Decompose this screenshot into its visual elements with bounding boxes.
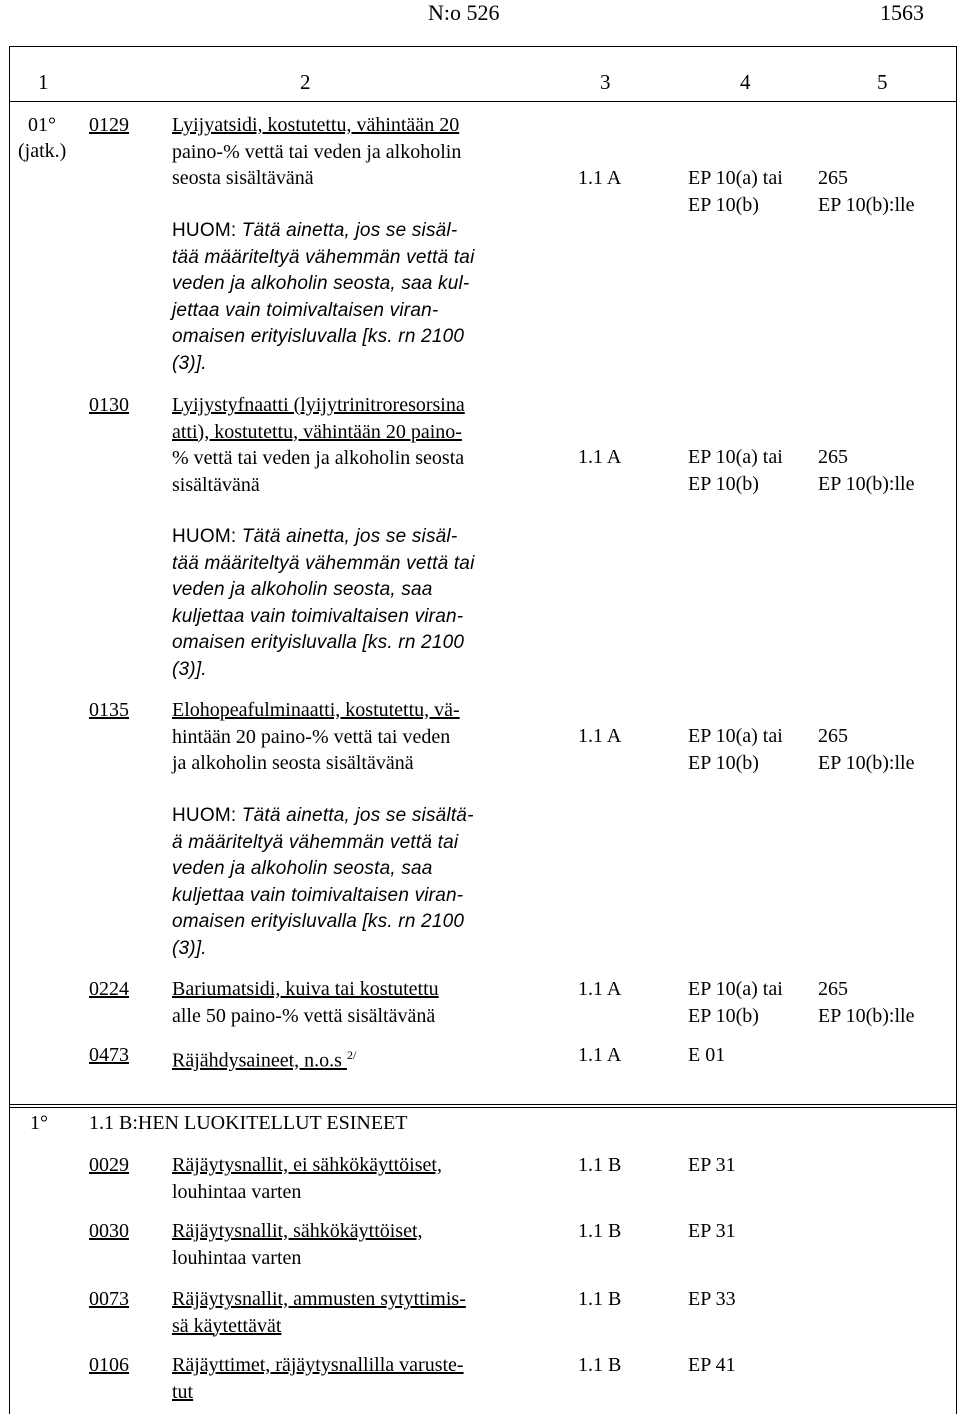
packing-method: E 01: [688, 1044, 726, 1066]
column-number-1: 1: [38, 70, 49, 94]
un-number: 0106: [89, 1354, 129, 1376]
classification-code: 1.1 A: [578, 446, 622, 468]
un-number: 0130: [89, 394, 129, 416]
column-number-3: 3: [600, 70, 611, 94]
special-provision: 265 EP 10(b):lle: [818, 725, 915, 774]
classification-code: 1.1 A: [578, 978, 622, 1000]
packing-method: EP 10(a) tai EP 10(b): [688, 446, 783, 495]
packing-method: EP 10(a) tai EP 10(b): [688, 167, 783, 216]
article-name: Räjäytysnallit, sähkökäyttöiset, louhintaa varten: [172, 1220, 423, 1269]
special-provision: 265 EP 10(b):lle: [818, 167, 915, 216]
column-number-4: 4: [740, 70, 751, 94]
packing-method: EP 41: [688, 1354, 736, 1376]
packing-method: EP 10(a) tai EP 10(b): [688, 978, 783, 1027]
un-number: 0473: [89, 1044, 129, 1066]
footnote-ref: 2/: [346, 1048, 357, 1062]
packing-method: EP 31: [688, 1220, 736, 1242]
classification-code: 1.1 A: [578, 1044, 622, 1066]
column-number-5: 5: [877, 70, 888, 94]
table-frame: [9, 46, 957, 1108]
classification-code: 1.1 B: [578, 1354, 622, 1376]
note-text: HUOM: Tätä ainetta, jos se sisäl- tää määriteltyä vähemmän vettä tai veden ja alkoholin seosta, saa kul- jettaa vain toimivaltaisen viran- omaisen erityisluvalla [ks. rn 2100 (3)].: [172, 220, 475, 374]
substance-name: Lyijystyfnaatti (lyijytrinitroresorsina atti), kostutettu, vähintään 20 paino- % vettä tai veden ja alkoholin seosta sisältävänä: [172, 394, 465, 496]
group-code: 1°: [30, 1112, 48, 1134]
column-number-2: 2: [300, 70, 311, 94]
packing-method: EP 31: [688, 1154, 736, 1176]
un-number: 0135: [89, 699, 129, 721]
substance-name: Räjähdysaineet, n.o.s $^{2/}$: [172, 1048, 357, 1072]
group-title: 1.1 B:HEN LUOKITELLUT ESINEET: [89, 1112, 408, 1134]
regulation-number: N:o 526: [428, 0, 500, 25]
classification-code: 1.1 A: [578, 167, 622, 189]
un-number: 0073: [89, 1288, 129, 1310]
classification-code: 1.1 A: [578, 725, 622, 747]
substance-name: Elohopeafulminaatti, kostutettu, vä- hintään 20 paino-% vettä tai veden ja alkoholin seosta sisältävänä: [172, 699, 460, 774]
un-number: 0030: [89, 1220, 129, 1242]
classification-code: 1.1 B: [578, 1154, 622, 1176]
packing-method: EP 10(a) tai EP 10(b): [688, 725, 783, 774]
substance-name: Lyijyatsidi, kostutettu, vähintään 20 paino-% vettä tai veden ja alkoholin seosta sisältävänä: [172, 114, 462, 189]
special-provision: 265 EP 10(b):lle: [818, 446, 915, 495]
un-number: 0129: [89, 114, 129, 136]
note-text: HUOM: Tätä ainetta, jos se sisältä- ä määriteltyä vähemmän vettä tai veden ja alkoholin seosta, saa kuljettaa vain toimivaltaisen viran- omaisen erityisluvalla [ks. rn 2100 (3)].: [172, 805, 474, 959]
classification-code: 1.1 B: [578, 1288, 622, 1310]
substance-name: Bariumatsidi, kuiva tai kostutettu alle 50 paino-% vettä sisältävänä: [172, 978, 439, 1027]
note-text: HUOM: Tätä ainetta, jos se sisäl- tää määriteltyä vähemmän vettä tai veden ja alkoholin seosta, saa kuljettaa vain toimivaltaisen viran- omaisen erityisluvalla [ks. rn 2100 (3)].: [172, 526, 475, 680]
classification-code: 1.1 B: [578, 1220, 622, 1242]
packing-method: EP 33: [688, 1288, 736, 1310]
group-code: 01°: [28, 114, 56, 136]
page-number: 1563: [880, 0, 924, 25]
article-name: Räjäytysnallit, ammusten sytyttimis- sä käytettävät: [172, 1288, 466, 1337]
table-frame-lower: [9, 1104, 957, 1414]
un-number: 0029: [89, 1154, 129, 1176]
un-number: 0224: [89, 978, 129, 1000]
article-name: Räjäyttimet, räjäytysnallilla varuste- tut: [172, 1354, 464, 1403]
article-name: Räjäytysnallit, ei sähkökäyttöiset, louhintaa varten: [172, 1154, 442, 1203]
special-provision: 265 EP 10(b):lle: [818, 978, 915, 1027]
header-divider: [9, 101, 957, 102]
group-continued: (jatk.): [18, 140, 67, 162]
